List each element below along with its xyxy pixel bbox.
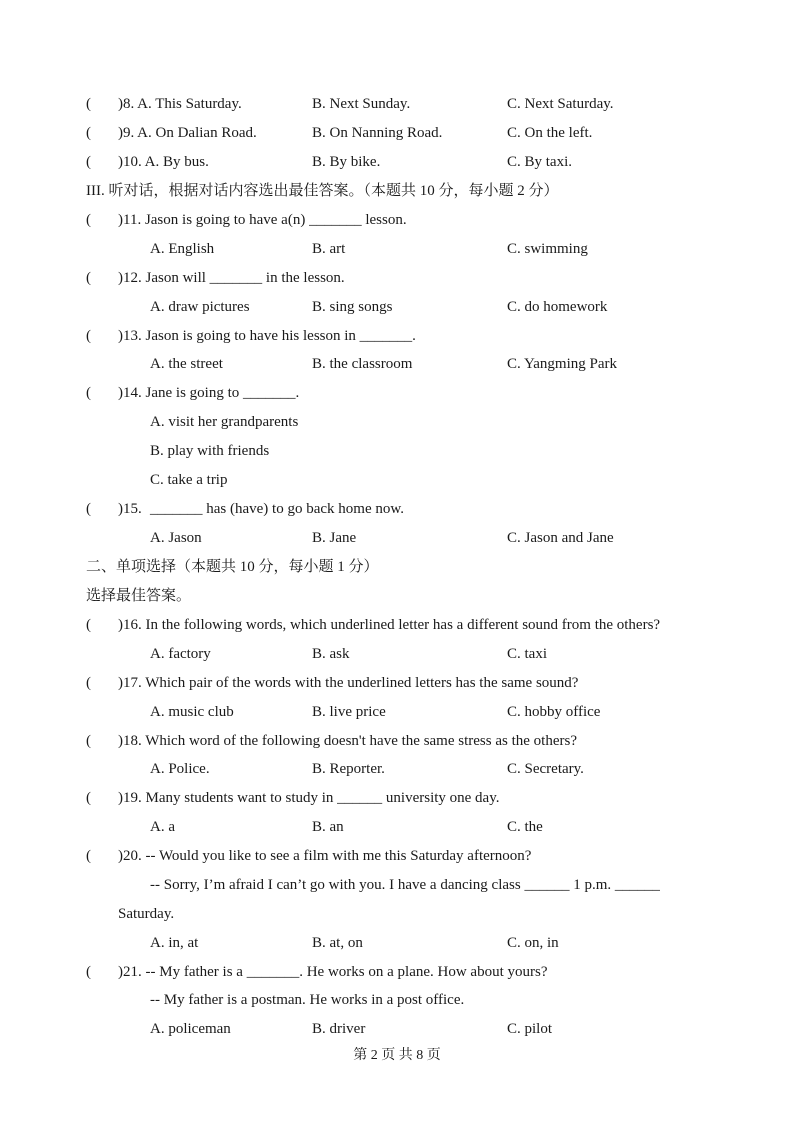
q18-option-b: B. Reporter. [312, 761, 385, 777]
q13-option-b: B. the classroom [312, 356, 413, 372]
q18-option-a: A. Police. [150, 761, 210, 777]
q10-option-c: C. By taxi. [507, 154, 573, 170]
q17-option-a: A. music club [150, 704, 234, 720]
q21-option-b: B. driver [312, 1021, 366, 1037]
q20-option-a: A. in, at [150, 935, 199, 951]
q15-stem: _______ has (have) to go back home now. [150, 501, 404, 517]
q20-reply: -- Sorry, I’m afraid I can’t go with you. I have a dancing class ______ 1 p.m. ______ [150, 877, 660, 893]
q16-option-a: A. factory [150, 646, 211, 662]
q12-option-a: A. draw pictures [150, 299, 250, 315]
q17-stem: )17. Which pair of the words with the underlined letters has the same sound? [118, 675, 579, 691]
q15-paren: ( [86, 501, 91, 517]
q11-option-a: A. English [150, 241, 215, 257]
q14-paren: ( [86, 385, 91, 401]
q19-option-b: B. an [312, 819, 344, 835]
page-number-footer: 第 2 页 共 8 页 [353, 1048, 441, 1063]
q16-stem: )16. In the following words, which underlined letter has a different sound from the others? [118, 617, 661, 633]
q19-option-c: C. the [507, 819, 543, 835]
q14-option-c: C. take a trip [150, 472, 228, 488]
q18-option-c: C. Secretary. [507, 761, 584, 777]
q13-stem: )13. Jason is going to have his lesson in _______. [118, 328, 416, 344]
q11-option-c: C. swimming [507, 241, 588, 257]
q15-option-a: A. Jason [150, 530, 202, 546]
q8-option-c: C. Next Saturday. [507, 96, 614, 112]
q9-option-c: C. On the left. [507, 125, 593, 141]
q9-option-a: )9. A. On Dalian Road. [118, 125, 257, 141]
q12-option-b: B. sing songs [312, 299, 393, 315]
q13-option-a: A. the street [150, 356, 223, 372]
q17-option-b: B. live price [312, 704, 386, 720]
q14-option-b: B. play with friends [150, 443, 270, 459]
q8-paren: ( [86, 96, 91, 112]
q19-stem: )19. Many students want to study in ______ university one day. [118, 790, 500, 806]
q13-option-c: C. Yangming Park [507, 356, 618, 372]
q20-paren: ( [86, 848, 91, 864]
q13-paren: ( [86, 328, 91, 344]
q11-option-b: B. art [312, 241, 346, 257]
q17-paren: ( [86, 675, 91, 691]
q20-option-c: C. on, in [507, 935, 559, 951]
q19-paren: ( [86, 790, 91, 806]
q18-paren: ( [86, 733, 91, 749]
q12-paren: ( [86, 270, 91, 286]
q16-option-c: C. taxi [507, 646, 547, 662]
q14-option-a: A. visit her grandparents [150, 414, 299, 430]
q21-paren: ( [86, 964, 91, 980]
q12-stem: )12. Jason will _______ in the lesson. [118, 270, 345, 286]
q18-stem: )18. Which word of the following doesn't have the same stress as the others? [118, 733, 577, 749]
q16-paren: ( [86, 617, 91, 633]
q21-stem: )21. -- My father is a _______. He works on a plane. How about yours? [118, 964, 548, 980]
q21-reply: -- My father is a postman. He works in a post office. [150, 992, 465, 1008]
q11-paren: ( [86, 212, 91, 228]
q8-option-a: )8. A. This Saturday. [118, 96, 242, 112]
q11-stem: )11. Jason is going to have a(n) _______ lesson. [118, 212, 407, 228]
q20-stem: )20. -- Would you like to see a film with me this Saturday afternoon? [118, 848, 532, 864]
q20-option-b: B. at, on [312, 935, 363, 951]
q16-option-b: B. ask [312, 646, 350, 662]
q9-option-b: B. On Nanning Road. [312, 125, 443, 141]
q15-option-c: C. Jason and Jane [507, 530, 614, 546]
q12-option-c: C. do homework [507, 299, 608, 315]
q10-option-a: )10. A. By bus. [118, 154, 209, 170]
part-2-heading: 二、单项选择（本题共 10 分，每小题 1 分） [86, 559, 379, 575]
q8-option-b: B. Next Sunday. [312, 96, 411, 112]
q21-option-a: A. policeman [150, 1021, 231, 1037]
q15-option-b: B. Jane [312, 530, 357, 546]
q10-option-b: B. By bike. [312, 154, 381, 170]
q14-stem: )14. Jane is going to _______. [118, 385, 300, 401]
q10-paren: ( [86, 154, 91, 170]
q20-reply-continued: Saturday. [118, 906, 175, 922]
part-2-instruction: 选择最佳答案。 [86, 588, 192, 604]
q21-option-c: C. pilot [507, 1021, 553, 1037]
q15-number: )15. [118, 501, 142, 517]
q9-paren: ( [86, 125, 91, 141]
q17-option-c: C. hobby office [507, 704, 601, 720]
section-3-heading: III. 听对话，根据对话内容选出最佳答案。（本题共 10 分，每小题 2 分） [86, 183, 559, 199]
q19-option-a: A. a [150, 819, 175, 835]
